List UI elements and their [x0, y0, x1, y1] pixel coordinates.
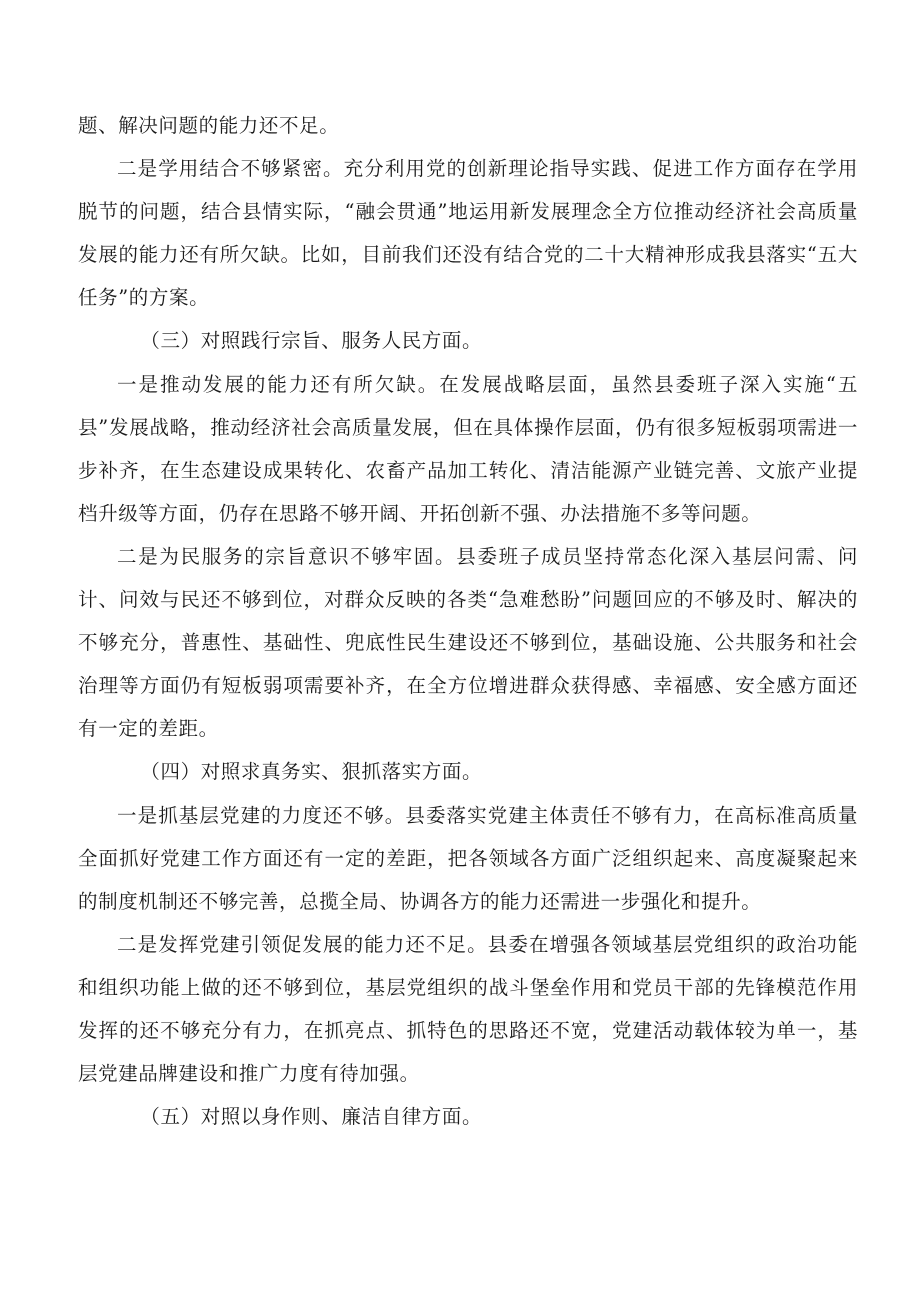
paragraph-continuation: 题、解决问题的能力还不足。 [78, 114, 340, 137]
paragraph-development-ability: 一是推动发展的能力还有所欠缺。在发展战略层面，虽然县委班子深入实施“五县”发展战略，推动经济社会高质量发展，但在具体操作层面，仍有很多短板弱项需进一步补齐，在生态建设成果转化、农畜产品加工转化、清洁能源产业链完善、文旅产业提档升级等方面，仍存在思路不够开阔、开拓创新不强、办法措施不多等问题。 [78, 372, 858, 525]
section-heading-five: （五）对照以身作则、廉洁自律方面。 [140, 1105, 483, 1129]
section-heading-three: （三）对照践行宗旨、服务人民方面。 [140, 329, 483, 353]
paragraph-study-application: 二是学用结合不够紧密。充分利用党的创新理论指导实践、促进工作方面存在学用脱节的问题，结合县情实际，“融会贯通”地运用新发展理念全方位推动经济社会高质量发展的能力还有所欠缺。比如，目前我们还没有结合党的二十大精神形成我县落实“五大任务”的方案。 [78, 157, 858, 310]
section-heading-four: （四）对照求真务实、狠抓落实方面。 [140, 760, 483, 784]
paragraph-party-building-leadership: 二是发挥党建引领促发展的能力还不足。县委在增强各领域基层党组织的政治功能和组织功能上做的还不够到位，基层党组织的战斗堡垒作用和党员干部的先锋模范作用发挥的还不够充分有力，在抓亮点、抓特色的思路还不宽，党建活动载体较为单一，基层党建品牌建设和推广力度有待加强。 [78, 932, 858, 1086]
paragraph-service-awareness: 二是为民服务的宗旨意识不够牢固。县委班子成员坚持常态化深入基层问需、问计、问效与民还不够到位，对群众反映的各类“急难愁盼”问题回应的不够及时、解决的不够充分，普惠性、基础性、兜底性民生建设还不够到位，基础设施、公共服务和社会治理等方面仍有短板弱项需要补齐，在全方位增进群众获得感、幸福感、安全感方面还有一定的差距。 [78, 544, 858, 741]
document-body [78, 104, 858, 1138]
paragraph-party-building-effort: 一是抓基层党建的力度还不够。县委落实党建主体责任不够有力，在高标准高质量全面抓好党建工作方面还有一定的差距，把各领域各方面广泛组织起来、高度凝聚起来的制度机制还不够完善，总揽全局、协调各方的能力还需进一步强化和提升。 [78, 803, 858, 913]
